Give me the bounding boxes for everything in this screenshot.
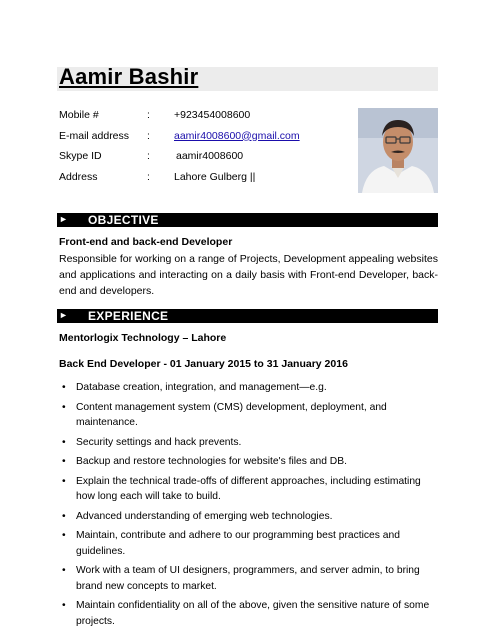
list-item: • Database creation, integration, and management—e.g. (59, 380, 439, 396)
objective-text: Responsible for working on a range of Projects, Development appealing websites and applications and interacting on a daily basis with Front-end Developer, back-end and developers. (59, 253, 438, 298)
contact-label: E-mail address (59, 129, 130, 142)
experience-section-header (57, 309, 438, 323)
mobile-value: +923454008600 (174, 109, 251, 121)
objective-subtitle: Front-end and back-end Developer (59, 236, 233, 248)
contact-colon: : (147, 170, 150, 183)
contact-row-address (59, 171, 349, 192)
contact-row-email (59, 130, 349, 151)
email-link[interactable]: aamir4008600@gmail.com (174, 129, 300, 142)
list-item: • Security settings and hack prevents. (59, 435, 439, 451)
address-value: Lahore Gulberg || (174, 170, 256, 183)
list-item: • Maintain, contribute and adhere to our programming best practices and guidelines. (59, 528, 439, 559)
section-title: EXPERIENCE (88, 309, 169, 323)
contact-label: Mobile # (59, 109, 99, 121)
section-title: OBJECTIVE (88, 213, 159, 227)
experience-role: Back End Developer - 01 January 2015 to 31 January 2016 (59, 358, 348, 370)
contact-row-skype (59, 150, 349, 171)
list-item: • Work with a team of UI designers, programmers, and server admin, to bring brand new concepts to market. (59, 563, 439, 594)
list-item: • Content management system (CMS) development, deployment, and maintenance. (59, 400, 439, 431)
contact-colon: : (147, 109, 150, 121)
list-item: • Maintain confidentiality on all of the above, given the sensitive nature of some projects. (59, 598, 439, 629)
list-item: • Explain the technical trade-offs of different approaches, including estimating how long each will take to build. (59, 474, 439, 505)
profile-photo-illustration (358, 108, 438, 193)
objective-section-header (57, 213, 438, 227)
profile-photo (358, 108, 438, 193)
list-item: • Backup and restore technologies for website's files and DB. (59, 454, 439, 470)
contact-colon: : (147, 129, 150, 142)
contact-label: Address (59, 170, 98, 183)
arrow-right-icon: ► (59, 310, 68, 320)
contact-row-mobile (59, 109, 349, 130)
skype-value: aamir4008600 (176, 150, 244, 162)
experience-bullet-list (59, 380, 439, 633)
arrow-right-icon: ► (59, 214, 68, 224)
contact-details (59, 109, 349, 191)
contact-label: Skype ID (59, 150, 102, 162)
experience-company: Mentorlogix Technology – Lahore (59, 332, 227, 344)
list-item: • Advanced understanding of emerging web technologies. (59, 509, 439, 525)
contact-colon: : (147, 150, 150, 162)
resume-name: Aamir Bashir (59, 64, 199, 89)
